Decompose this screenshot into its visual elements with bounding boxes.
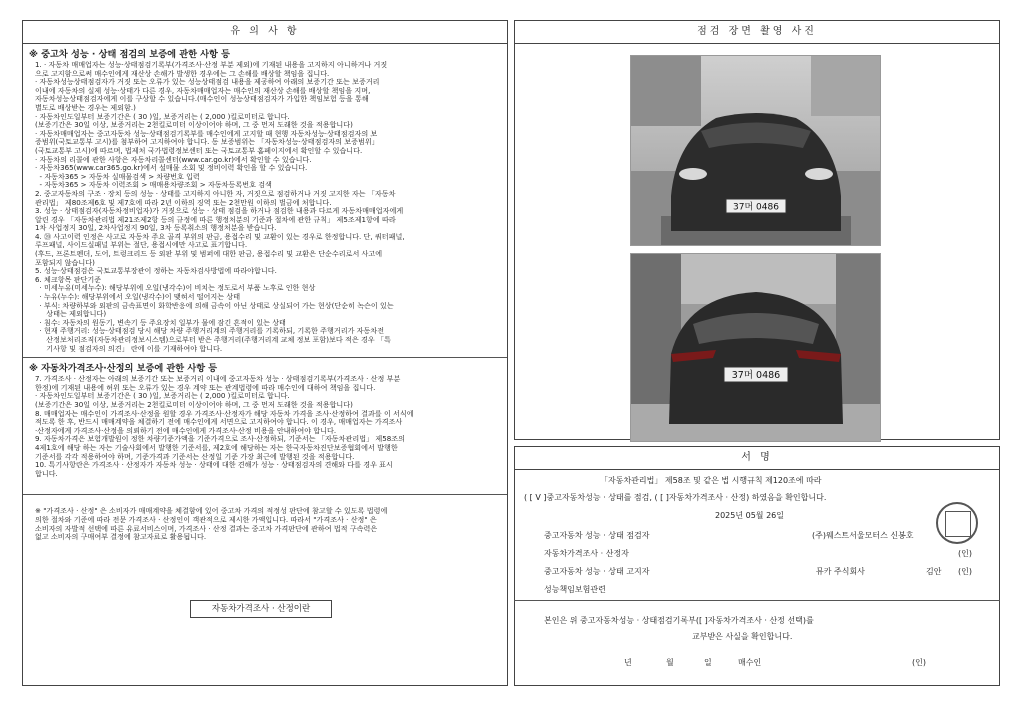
notice-header: 유 의 사 항 bbox=[23, 21, 507, 44]
text-line: · 자동차매매업자는 중고자동차 성능·상태점검기록부를 매수인에게 고지할 때 현행 자동차성능·상태점검자의 보 bbox=[35, 128, 378, 138]
buyer-day: 일 bbox=[704, 658, 712, 667]
text-line: - 자동차365 > 자동차 실매물검색 > 차량번호 입력 bbox=[35, 171, 200, 181]
text-line: 증범위(국토교통부 고시)를 첨부하여 고지하여야 합니다. 동 보증범위는 「자동차성능·상태점검자의 보증범위」 bbox=[35, 137, 379, 147]
text-line: 자동차성능상태점검자에게 이를 구상할 수 있습니다.(매수인이 성능상태점검자가 가입한 책임보험 등을 통해 bbox=[35, 94, 369, 104]
text-line: 관리법」 제80조제6호 및 제7호에 따라 2년 이하의 징역 또는 2천만원 이하의 벌금에 처합니다. bbox=[35, 197, 332, 207]
text-line: · 자동차인도일부터 보증기간은 ( 30 )일, 보증거리는 ( 2,000 )킬로미터로 합니다. bbox=[35, 111, 290, 121]
price-explanation-title: 자동차가격조사 · 산정이란 bbox=[190, 600, 332, 618]
text-line: 이내에 자동차의 실제 성능·상태가 다른 경우, 자동차매매업자는 매수인의 재산상 손해를 배상할 책임을 지며, bbox=[35, 85, 371, 95]
buyer-label: 매수인 bbox=[738, 658, 762, 667]
section1-title: ※ 중고차 성능 · 상태 점검의 보증에 관한 사항 등 bbox=[29, 49, 230, 60]
text-line: · 자동차인도일부터 보증기간은 ( 30 )일, 보증거리는 ( 2,000 )킬로미터로 합니다. bbox=[35, 391, 290, 401]
text-line: · 부식: 차량하부와 외판의 금속표면이 화학반응에 의해 금속이 아닌 상태로 상실되어 가는 현상(단순히 녹슨이 있는 bbox=[35, 300, 394, 310]
text-line: 적도록 한 후, 반드시 매매계약을 체결하기 전에 매수인에게 서면으로 고지하여야 합니다. 이 경우, 매매업자는 가격조사 bbox=[35, 417, 403, 427]
text-line: (보증기간은 30일 이상, 보증거리는 2천킬로미터 이상이어야 하며, 그 중 먼저 도래한 것을 적용합니다) bbox=[35, 120, 353, 130]
text-line: - 자동차365 > 자동차 이력조회 > 매매용차량조회 > 자동차등록번호 검색 bbox=[35, 180, 272, 190]
rear-inspection-photo bbox=[630, 253, 881, 442]
text-line: · 미세누유(미세누수): 해당부위에 오일(냉각수)이 비치는 정도로서 부품 노후로 인한 현상 bbox=[35, 283, 316, 293]
section2-title: ※ 자동차가격조사·산정의 보증에 관한 사항 등 bbox=[29, 363, 218, 375]
text-line: 2. 중고자동차의 구조 · 장치 등의 성능 · 상태를 고지하지 아니한 자, 거짓으로 점검하거나 거짓 고지한 자는 「자동차 bbox=[35, 188, 396, 198]
text-line: 1차 사업정지 30일, 2차사업정지 90일, 3차 등록취소의 행정처분을 받습니다. bbox=[35, 223, 277, 233]
text-line: 9. 자동차가격은 보험개발원이 정한 차량기준가액을 기준가격으로 조사·산정하되, 기준서는 「자동차관리법」 제58조의 bbox=[35, 434, 405, 444]
divider bbox=[514, 600, 1000, 601]
buyer-month: 월 bbox=[666, 658, 674, 667]
price-explanation-body bbox=[23, 507, 507, 541]
divider bbox=[23, 494, 507, 495]
text-line: 4제1호에 해당 하는 자는 기술사회에서 발행한 기준서를, 제2호에 해당하는 자는 한국자동차진단보증협회에서 발행한 bbox=[35, 442, 398, 452]
text-line: 6. 체크항목 판단기준 bbox=[35, 274, 102, 284]
text-line: 기사항 및 점검자의 의견」 란에 이를 기재하여야 합니다. bbox=[35, 343, 223, 353]
text-line: 8. 매매업자는 매수인이 가격조사·산정을 원할 경우 가격조사·산정자가 해당 자동차 가격을 조사·산정하여 결과를 이 서식에 bbox=[35, 408, 414, 418]
sign-date: 2025년 05월 26일 bbox=[715, 511, 784, 520]
text-line: 의한 절차와 기준에 따라 전문 가격조사 · 산정인이 객관적으로 제시한 가액입니다. 따라서 "가격조사 · 산정" 은 bbox=[35, 514, 377, 524]
text-line: 한정)에 기재된 내용에 허위 또는 오류가 있는 경우 계약 또는 관계법령에 따라 매수인에 대하여 책임을 집니다. bbox=[35, 382, 376, 392]
text-line: 5. 성능·상태점검은 국토교통부장관이 정하는 자동차검사방법에 따라야합니다. bbox=[35, 266, 277, 276]
text-line: (보증기간은 30일 이상, 보증거리는 2천킬로미터 이상이어야 하며, 그 중 먼저 도래한 것을 적용합니다) bbox=[35, 399, 353, 409]
text-line: ·산정자에게 가격조사·산정을 의뢰하기 전에 매수인에게 가격조사·산정 비용을 안내하여야 합니다. bbox=[35, 425, 337, 435]
insurance-label: 성능책임보험관련 bbox=[544, 585, 606, 594]
rear-license-plate: 37머 0486 bbox=[731, 370, 781, 381]
text-line: (후드, 프론트펜더, 도어, 트렁크리드 등 외판 부위 및 범퍼에 대한 판금, 용접수리 및 교환은 단순수리로서 사고에 bbox=[35, 249, 383, 259]
text-line: 7. 가격조사 · 산정자는 아래의 보증기간 또는 보증거리 이내에 중고자동차 성능 · 상태점검기록부(가격조사 · 산정 부분 bbox=[35, 374, 401, 384]
text-line: 기준서를 각각 적용하여야 하며, 기준가격과 기준서는 산정일 기준 가장 최근에 발행된 것을 적용합니다. bbox=[35, 451, 355, 461]
text-line: 1. · 자동차 매매업자는 성능·상태점검기록부(가격조사·산정 부분 제외)에 기재된 내용을 고지하지 아니하거나 거짓 bbox=[35, 60, 388, 69]
company-seal-stamp bbox=[936, 502, 978, 544]
buyer-confirm-line2: 교부받은 사실을 확인합니다. bbox=[692, 632, 793, 641]
text-line: 으로 고지함으로써 매수인에게 재산상 손해가 발생한 경우에는 그 손해를 배상할 책임을 집니다. bbox=[35, 68, 330, 78]
front-inspection-photo bbox=[630, 55, 881, 246]
law-reference: 「자동차관리법」 제58조 및 같은 법 시행규칙 제120조에 따라 bbox=[600, 476, 822, 485]
text-line: · 자동차성능상태점검자가 거짓 또는 오류가 있는 성능상태점검 내용을 제공하여 아래의 보증기간 또는 보증거리 bbox=[35, 77, 380, 87]
seal-mark: (인) bbox=[912, 658, 926, 667]
notifier-name: 김안 bbox=[926, 567, 942, 576]
text-line: · 누유(누수): 해당부위에서 오일(냉각수)이 맺혀서 떨어지는 상태 bbox=[35, 292, 241, 302]
buyer-year: 년 bbox=[624, 658, 632, 667]
text-line: 알린 경우 「자동차관리법 제21조제2항 등의 규정에 따른 행정처분의 기준과 절차에 관한 규칙」 제5조제1항에 따라 bbox=[35, 214, 396, 224]
seal-mark: (인) bbox=[958, 549, 972, 558]
notifier-label: 중고자동차 성능 · 상태 고지자 bbox=[544, 567, 650, 576]
section1-body bbox=[23, 61, 507, 353]
text-line: · 자동차365(www.car365.go.kr)에서 설매물 소회 및 정비이력 확인을 할 수 있습니다. bbox=[35, 163, 308, 173]
front-license-plate: 37머 0486 bbox=[733, 202, 779, 213]
buyer-confirm-line: 본인은 위 중고자동차성능 · 상태점검기록부([ ]자동차가격조사 · 산정 선택)를 bbox=[544, 616, 814, 625]
text-line: 10. 특기사항란은 가격조사 · 산정자가 자동차 성능 · 상태에 대한 견해가 성능 · 상태점검자의 견해와 다를 경우 표시 bbox=[35, 460, 393, 470]
text-line: 별도로 배상받는 경우는 제외함.) bbox=[35, 102, 136, 112]
inspector-name: (주)웨스트서울모터스 신봉호 bbox=[812, 531, 914, 540]
signature-header: 서 명 bbox=[515, 447, 999, 470]
text-line: 상태는 제외합니다) bbox=[35, 309, 107, 319]
inspector-label: 중고자동차 성능 · 상태 점검자 bbox=[544, 531, 650, 540]
text-line: 소비자의 자발적 선택에 따른 유료서비스이며, 가격조사 · 산정 결과는 중고차 가격판단에 관하여 법적 구속력은 bbox=[35, 523, 378, 533]
text-line: 4. ⑳ 사고이력 인정은 사고로 자동차 주요 골격 부위의 판금, 용접수리 및 교환이 있는 경우로 한정합니다. 단, 쿼터패널, bbox=[35, 231, 405, 241]
text-line: · 자동차의 리콜에 관한 사항은 자동차리콜센터(www.car.go.kr)에서 확인할 수 있습니다. bbox=[35, 154, 312, 164]
text-line: (국토교통부 고시)에 따르며, 법제처 국가법령정보센터 또는 국토교통부 홈페이지에서 확인할 수 있습니다. bbox=[35, 145, 363, 155]
divider bbox=[23, 357, 507, 358]
notifier-company: 뮤카 주식회사 bbox=[816, 567, 865, 576]
notice-panel bbox=[22, 20, 508, 686]
text-line: 포함되지 않습니다) bbox=[35, 257, 95, 267]
text-line: 없고 소비자의 구매여부 결정에 참고자료로 활용됩니다. bbox=[35, 532, 207, 542]
photo-header: 점검 장면 촬영 사진 bbox=[515, 21, 999, 44]
text-line: ※ "가격조사 · 산정" 은 소비자가 매매계약을 체결함에 있어 중고차 가격의 적정성 판단에 참고할 수 있도록 법령에 bbox=[35, 506, 388, 516]
confirmation-line: ( [ V ]중고자동차성능 · 상태를 점검, ( [ ]자동차가격조사 · 산정) 하였음을 확인합니다. bbox=[524, 493, 827, 502]
text-line: 3. 성능 · 상태점검자(자동차정비업자)가 거짓으로 성능 · 상태 점검을 하거나 점검한 내용과 다르게 자동차매매업자에게 bbox=[35, 206, 404, 216]
text-line: · 침수: 자동차의 원동기, 변속기 등 주요장치 일부가 물에 잠긴 흔적이 있는 상태 bbox=[35, 317, 286, 327]
text-line: 합니다. bbox=[35, 468, 58, 478]
text-line: 산정보처리조직(자동차관리정보시스템)으로부터 받은 주행거리(주행거리계 교체 정보 포함)보다 적은 경우 「특 bbox=[35, 335, 391, 344]
seal-mark: (인) bbox=[958, 567, 972, 576]
text-line: · 현재 주행거리: 성능·상태점검 당시 해당 차량 주행거리계의 주행거리를 기록하되, 기록한 주행거리가 자동차전 bbox=[35, 326, 385, 336]
text-line: 루프패널, 사이드실패널 부위는 절단, 용접시에만 사고로 표기합니다. bbox=[35, 240, 248, 250]
price-assessor-label: 자동차가격조사 · 산정자 bbox=[544, 549, 629, 558]
section2-body bbox=[23, 375, 507, 478]
